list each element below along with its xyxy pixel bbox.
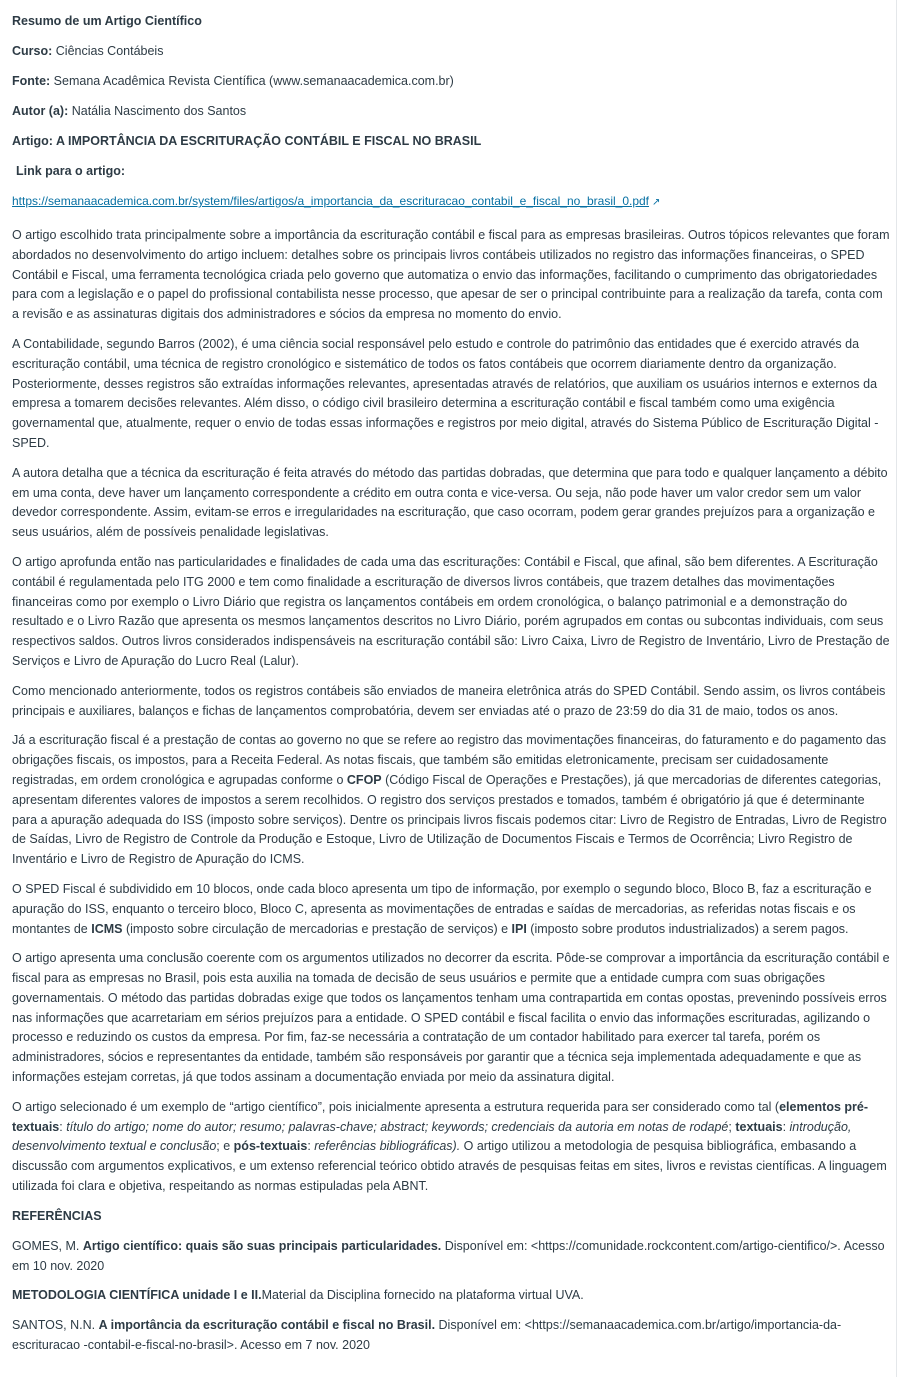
author-label: Autor (a): [12, 104, 69, 118]
reference-2: METODOLOGIA CIENTÍFICA unidade I e II.Material da Disciplina fornecido na plataforma virtual UVA. [12, 1288, 584, 1303]
course-line [12, 42, 891, 60]
paragraph-1: O artigo escolhido trata principalmente sobre a importância da escrituração contábil e fiscal para as empresas brasileiras. Outros tópicos relevantes que foram abordados no desenvolvimento do artigo incluem: detalhes sobre os principais livros contábeis utilizados no registro das informações financeiras, o SPED Contábil e Fiscal, uma ferramenta tecnológica criada pelo governo que automatiza o envio das informações, facilitando o cumprimento das obrigatoriedades para com a legislação e o papel do profissional contabilista nesse processo, que apesar de ser o principal contribuinte para a realização da tarefa, conta com a revisão e as assinaturas digitais dos administradores e sócios da empresa no momento do envio. [12, 228, 890, 322]
paragraph-2: A Contabilidade, segundo Barros (2002), é uma ciência social responsável pelo estudo e controle do patrimônio das entidades que é exercido através da escrituração contábil, uma técnica de registro cronológico e sistemático de todos os fatos contábeis que ocorrem diariamente dentro da organização. Posteriormente, desses registros são extraídas informações relevantes, apresentadas através de relatórios, que auxiliam os usuários internos e externos da empresa a tomarem decisões relevantes. Além disso, o código civil brasileiro determina a escrituração contábil e fiscal também como uma exigência governamental que, atualmente, requer o envio de todas essas informações e registros por meio digital, através do Sistema Público de Escrituração Digital - SPED. [12, 336, 879, 450]
paragraph-8: O artigo apresenta uma conclusão coerente com os argumentos utilizados no decorrer da escrita. Pôde-se comprovar a importância da escrituração contábil e fiscal para as empresas no Brasil, pois esta auxilia na tomada de decisão de seus usuários e permite que a entidade cumpra com suas obrigações governamentais. O método das partidas dobradas exige que todos os lançamentos tenham uma contrapartida em contas opostas, prevenindo possíveis erros nas informações que acarretariam em sérios prejuízos para a entidade. O SPED contábil e fiscal facilita o envio das informações escrituradas, agilizando o processo e reduzindo os custos da empresa. Por fim, faz-se necessária a contratação de um contador habilitado para exercer tal tarefa, porém os administradores, sócios e representantes da entidade, também são responsáveis por garantir que a técnica seja implementada adequadamente e que as informações estejam corretas, já que todos assinam a documentação enviada por meio da assinatura digital. [12, 951, 890, 1085]
link-label-line [12, 162, 891, 180]
paragraph-9: O artigo selecionado é um exemplo de “artigo científico”, pois inicialmente apresenta a estrutura requerida para ser considerado como tal (elementos pré-textuais: título do artigo; nome do autor; resumo; palavras-chave; abstract; keywords; credenciais da autoria em notas de rodapé; textuais: introdução, desenvolvimento textual e conclusão; e pós-textuais: referências bibliográficas). O artigo utilizou a metodologia de pesquisa bibliográfica, embasando a discussão com argumentos explicativos, e um extenso referencial teórico obtido através de pesquisas feitas em sites, livros e revistas científicas. A linguagem utilizada foi clara e objetiva, respeitando as normas estipuladas pela ABNT. [12, 1099, 887, 1194]
references-title: REFERÊNCIAS [12, 1208, 102, 1223]
reference-3: SANTOS, N.N. A importância da escrituração contábil e fiscal no Brasil. Disponível em: <https://semanaacademica.com.br/artigo/importancia-da-escrituracao -contabil-e-fiscal-no-brasil>. Acesso em 7 nov. 2020 [12, 1318, 842, 1353]
paragraph-4: O artigo aprofunda então nas particularidades e finalidades de cada uma das escriturações: Contábil e Fiscal, que afinal, são bem diferentes. A Escrituração contábil é regulamentada pelo ITG 2000 e tem como finalidade a escrituração de diversos livros contábeis, que trazem detalhes das movimentações financeiras como por exemplo o Livro Diário que registra os lançamentos contábeis em ordem cronológica, o balanço patrimonial e a demonstração do resultado e o Livro Razão que apresenta os mesmos lançamentos descritos no Livro Diário, porém agrupados em contas ou subcontas individuais, com seus respectivos saldos. Outros livros considerados indispensáveis na escrituração contábil são: Livro Caixa, Livro de Registro de Inventário, Livro de Prestação de Serviços e Livro de Apuração do Lucro Real (Lalur). [12, 554, 890, 668]
source-label: Fonte: [12, 74, 51, 88]
document-title: Resumo de um Artigo Científico [12, 14, 202, 28]
source-value: Semana Acadêmica Revista Científica (www.semanaacademica.com.br) [53, 74, 454, 88]
author-line [12, 102, 891, 120]
paragraph-6: Já a escrituração fiscal é a prestação de contas ao governo no que se refere ao registro das movimentações financeiras, do faturamento e do pagamento das obrigações fiscais, os impostos, para a Receita Federal. As notas fiscais, que também são emitidas eletronicamente, precisam ser cuidadosamente registradas, em ordem cronológica e agrupadas conforme o CFOP (Código Fiscal de Operações e Prestações), já que mercadorias de diferentes categorias, apresentam diferentes valores de impostos a serem recolhidos. O registro dos serviços prestados e tomados, também é obrigatório já que é determinante para a apuração adequada do ISS (imposto sobre serviços). Dentre os principais livros fiscais podemos citar: Livro de Registro de Entradas, Livro de Registro de Saídas, Livro de Registro de Controle da Produção e Estoque, Livro de Utilização de Documentos Fiscais e Termos de Ocorrência; Livro Registro de Inventário e Livro de Registro de Apuração do ICMS. [12, 733, 887, 867]
external-link-icon[interactable]: ↗ [652, 197, 661, 208]
article-link[interactable]: https://semanaacademica.com.br/system/files/artigos/a_importancia_da_escrituracao_contabil_e_fiscal_no_brasil_0.pdf [12, 194, 650, 208]
reference-1: GOMES, M. Artigo científico: quais são suas principais particularidades. Disponível em: <https://comunidade.rockcontent.com/artigo-cientifico/>. Acesso em 10 nov. 2020 [12, 1238, 885, 1273]
course-value: Ciências Contábeis [55, 44, 164, 58]
article-label: Artigo: [12, 134, 53, 148]
paragraph-5: Como mencionado anteriormente, todos os registros contábeis são enviados de maneira eletrônica atrás do SPED Contábil. Sendo assim, os livros contábeis principais e auxiliares, balanços e fichas de lançamentos comprobatória, devem ser enviadas até o prazo de 23:59 do dia 31 de maio, todos os anos. [12, 683, 886, 718]
paragraph-7: O SPED Fiscal é subdividido em 10 blocos, onde cada bloco apresenta um tipo de informação, por exemplo o segundo bloco, Bloco B, faz a escrituração e apuração do ISS, enquanto o terceiro bloco, Bloco C, apresenta as movimentações de entradas e saídas de mercadorias, as referidas notas fiscais e os montantes de ICMS (imposto sobre circulação de mercadorias e prestação de serviços) e IPI (imposto sobre produtos industrializados) a serem pagos. [12, 881, 872, 936]
article-link-line [12, 192, 891, 212]
paragraph-3: A autora detalha que a técnica da escrituração é feita através do método das partidas dobradas, que determina que para todo e qualquer lançamento a débito em uma conta, deve haver um lançamento correspondente a crédito em outra conta e vice-versa. Ou seja, não pode haver um valor credor sem um valor devedor correspondente. Assim, evitam-se erros e irregularidades na escrituração, que caso ocorram, podem gerar grandes prejuízos para a organização e seus usuários, além de possíveis penalidade legislativas. [12, 465, 888, 540]
author-value: Natália Nascimento dos Santos [71, 104, 247, 118]
source-line [12, 72, 891, 90]
right-divider [896, 0, 897, 1377]
article-line [12, 132, 891, 150]
course-label: Curso: [12, 44, 53, 58]
link-label: Link para o artigo: [16, 164, 126, 178]
article-value: A IMPORTÂNCIA DA ESCRITURAÇÃO CONTÁBIL E FISCAL NO BRASIL [55, 134, 482, 148]
